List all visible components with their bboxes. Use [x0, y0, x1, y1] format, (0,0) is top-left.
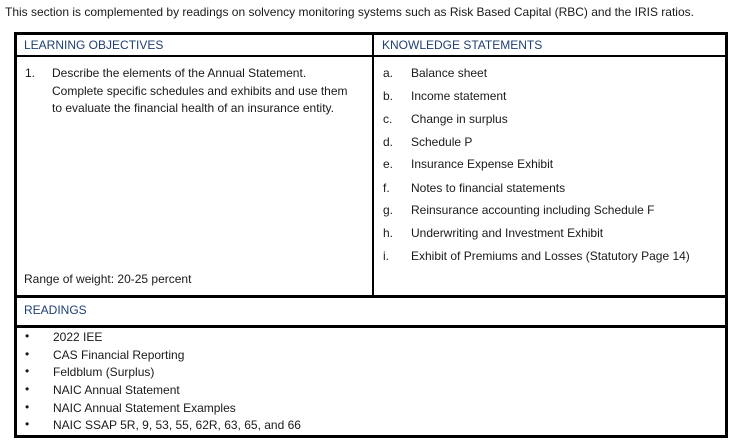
bullet-icon: • [25, 382, 30, 396]
knowledge-letter: b. [383, 89, 394, 103]
objective-line: to evaluate the financial health of an insurance entity. [52, 101, 334, 115]
knowledge-text: Reinsurance accounting including Schedule F [411, 203, 655, 217]
knowledge-letter: a. [383, 66, 394, 80]
knowledge-text: Underwriting and Investment Exhibit [411, 226, 604, 240]
knowledge-letter: d. [383, 135, 394, 149]
bullet-icon: • [25, 364, 30, 378]
knowledge-letter: i. [383, 249, 389, 263]
reading-text: 2022 IEE [53, 330, 103, 344]
knowledge-letter: c. [383, 112, 393, 126]
objective-line: Describe the elements of the Annual Statement. [52, 66, 307, 80]
knowledge-letter: h. [383, 226, 394, 240]
knowledge-text: Change in surplus [411, 112, 508, 126]
weight-range: Range of weight: 20-25 percent [24, 272, 192, 286]
learning-objectives-header: LEARNING OBJECTIVES [24, 38, 164, 52]
section-divider [17, 295, 725, 298]
intro-text: This section is complemented by readings on solvency monitoring systems such as Risk Based Capital (RBC) and the IRIS ratios. [5, 5, 694, 19]
knowledge-text: Balance sheet [411, 66, 488, 80]
reading-text: NAIC Annual Statement [53, 383, 180, 397]
reading-text: NAIC Annual Statement Examples [53, 401, 236, 415]
header-divider [17, 55, 725, 57]
knowledge-text: Notes to financial statements [411, 181, 566, 195]
knowledge-letter: f. [383, 181, 390, 195]
bullet-icon: • [25, 329, 30, 343]
knowledge-text: Exhibit of Premiums and Losses (Statutory Page 14) [411, 249, 690, 263]
reading-text: NAIC SSAP 5R, 9, 53, 55, 62R, 63, 65, and 66 [53, 418, 301, 432]
readings-divider [17, 325, 725, 328]
objective-text [52, 65, 348, 118]
column-divider [372, 35, 374, 297]
knowledge-letter: g. [383, 203, 394, 217]
objective-line: Complete specific schedules and exhibits and use them [52, 83, 348, 98]
bullet-icon: • [25, 400, 30, 414]
knowledge-letter: e. [383, 157, 394, 171]
objective-number: 1. [25, 66, 36, 80]
knowledge-statements-header: KNOWLEDGE STATEMENTS [382, 38, 543, 52]
knowledge-text: Insurance Expense Exhibit [411, 157, 554, 171]
reading-text: Feldblum (Surplus) [53, 365, 155, 379]
knowledge-text: Schedule P [411, 135, 473, 149]
knowledge-text: Income statement [411, 89, 507, 103]
bullet-icon: • [25, 347, 30, 361]
bullet-icon: • [25, 417, 30, 431]
reading-text: CAS Financial Reporting [53, 348, 185, 362]
readings-header: READINGS [24, 303, 87, 317]
